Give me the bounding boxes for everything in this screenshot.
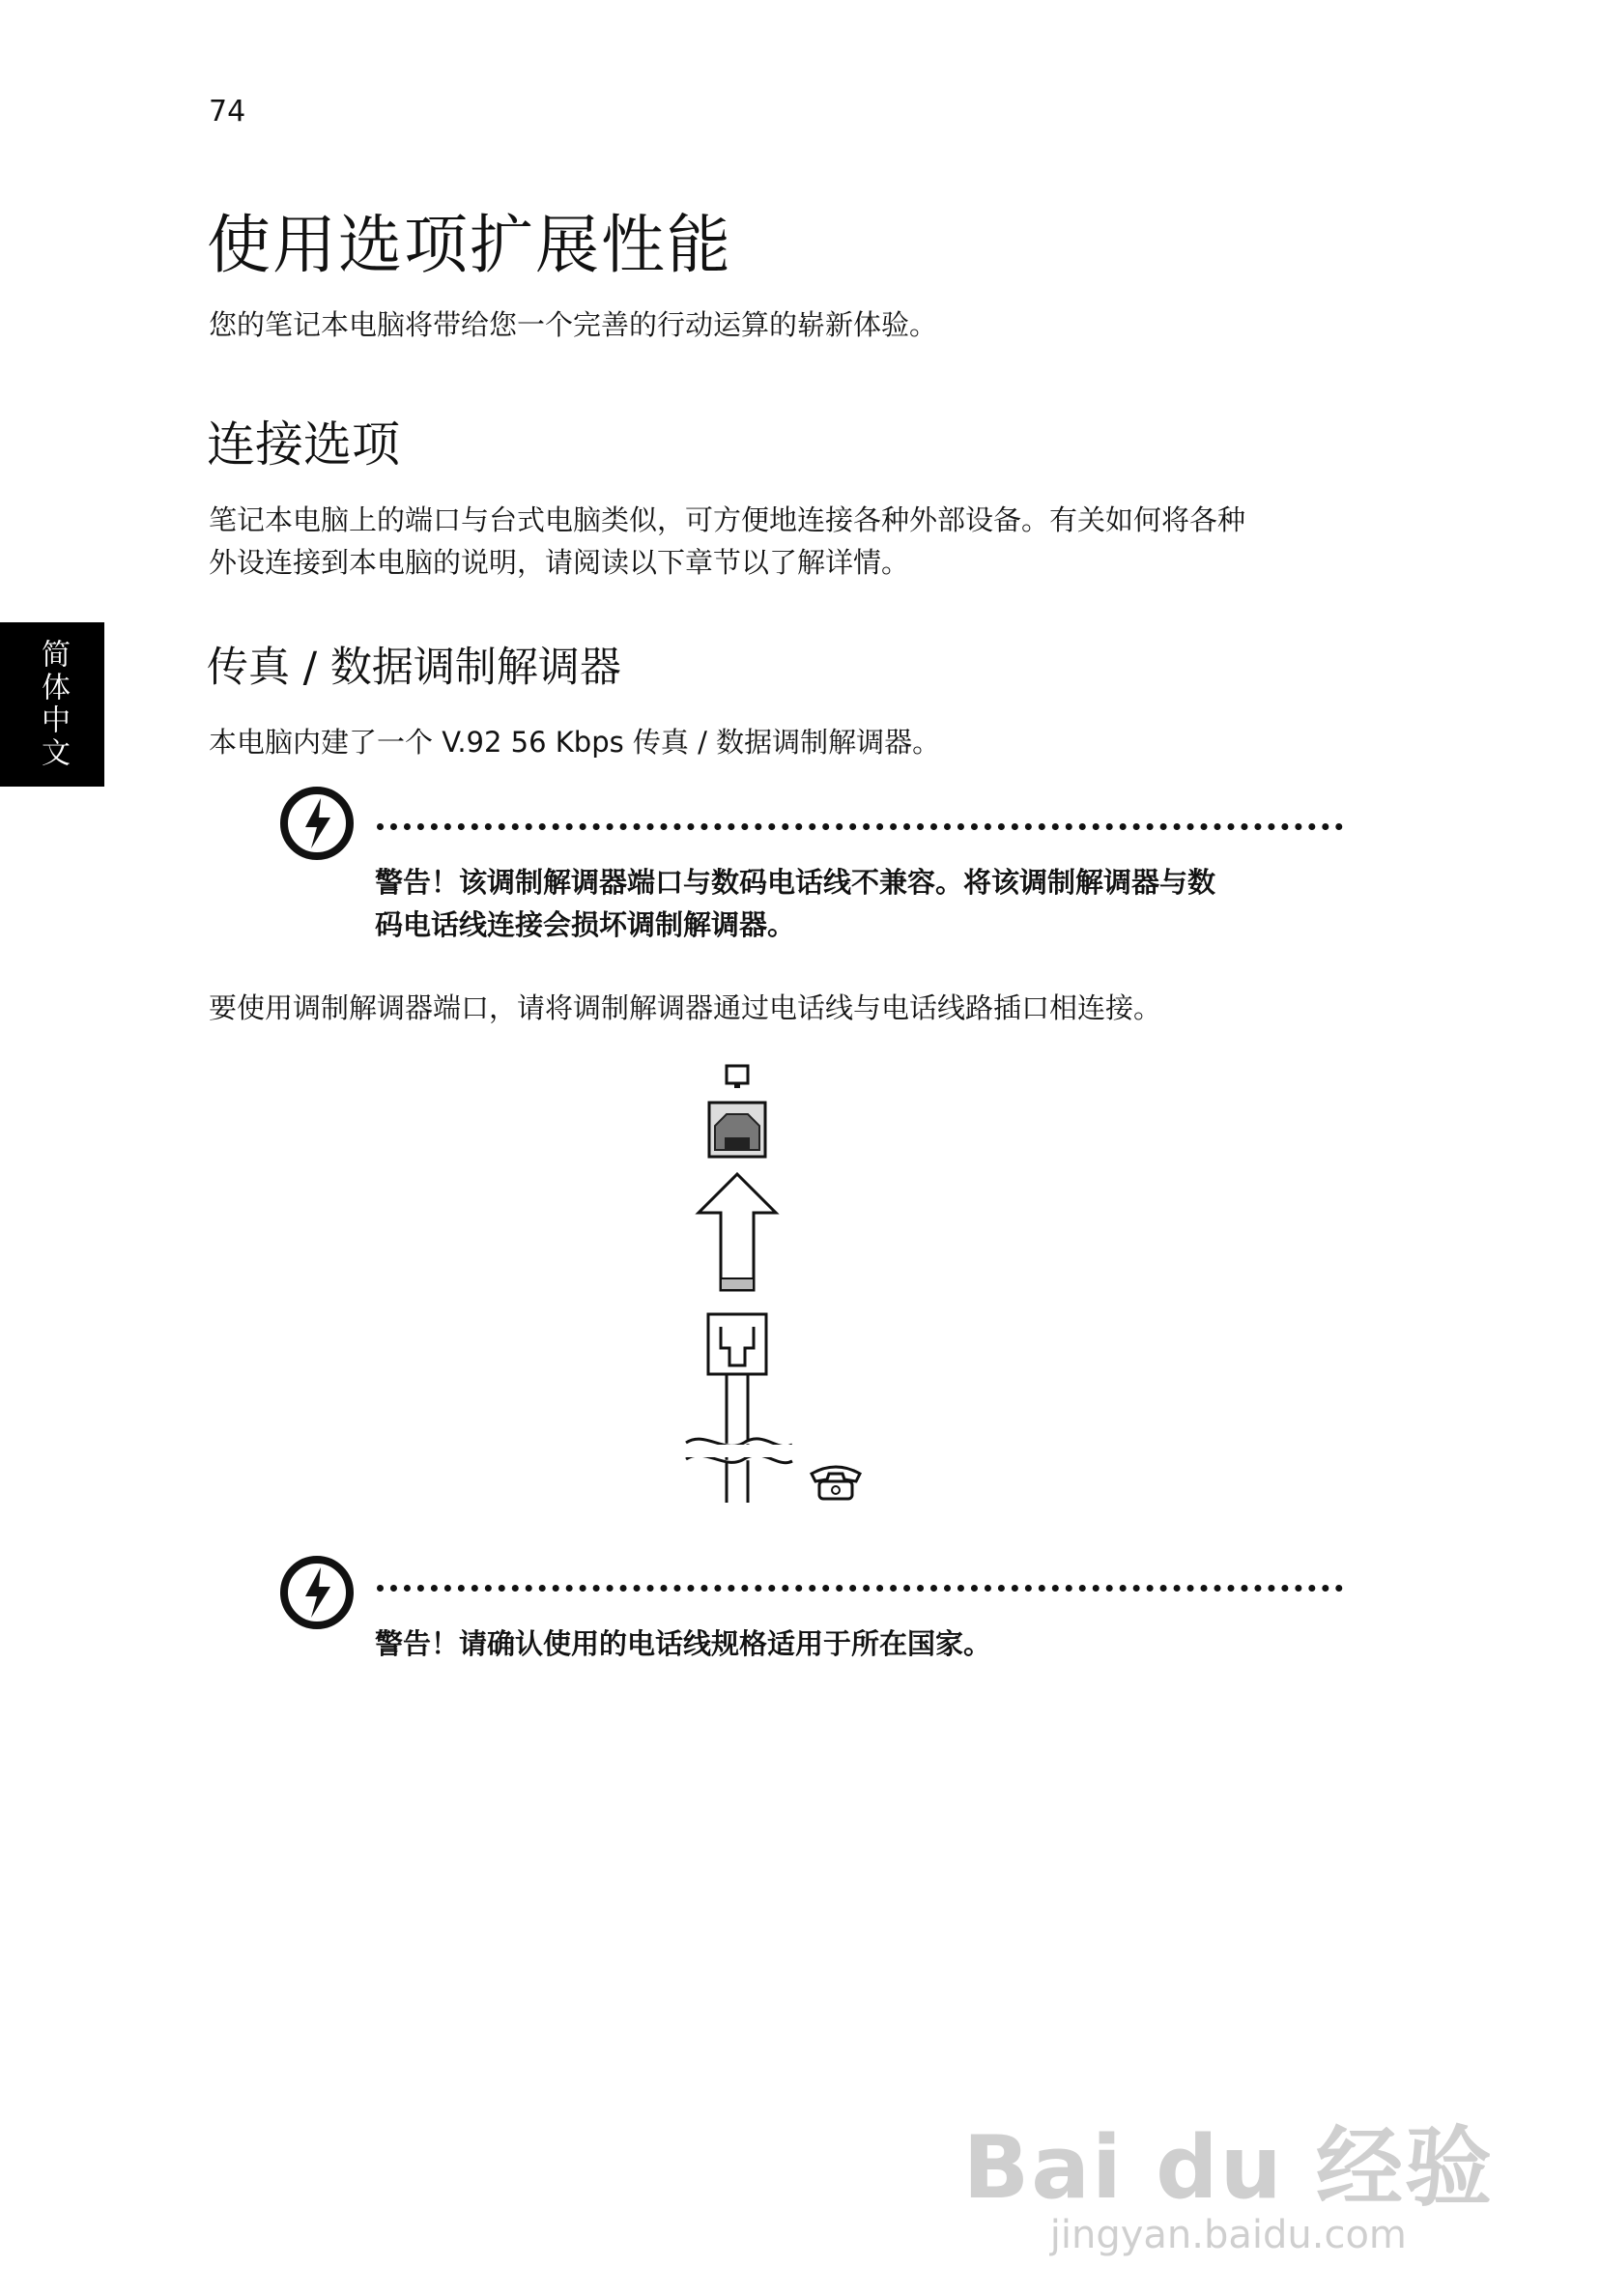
phone-cable	[684, 1374, 794, 1503]
connect-heading: 连接选项	[207, 416, 400, 473]
modem-connection-diagram	[676, 1058, 889, 1522]
watermark-url: jingyan.baidu.com	[1049, 2213, 1407, 2257]
warning-divider	[377, 1585, 1343, 1592]
warning-text-2: 警告！请确认使用的电话线规格适用于所在国家。	[375, 1627, 992, 1660]
warning-divider	[377, 823, 1343, 830]
modem-text: 本电脑内建了一个 V.92 56 Kbps 传真 / 数据调制解调器。	[209, 726, 941, 759]
warning-text-line-2: 码电话线连接会损坏调制解调器。	[375, 908, 796, 941]
warning-lightning-icon	[278, 1554, 356, 1631]
watermark-logo: Bai du 经验	[962, 2117, 1494, 2219]
intro-text: 您的笔记本电脑将带给您一个完善的行动运算的崭新体验。	[209, 308, 938, 341]
language-side-tab	[0, 622, 104, 787]
page-number: 74	[209, 95, 246, 129]
warning-text-line-1: 警告！该调制解调器端口与数码电话线不兼容。将该调制解调器与数	[375, 866, 1216, 899]
usage-text: 要使用调制解调器端口，请将调制解调器通过电话线与电话线路插口相连接。	[209, 991, 1162, 1024]
telephone-icon	[812, 1467, 860, 1499]
modem-port-icon	[727, 1066, 748, 1088]
connect-text-line-2: 外设连接到本电脑的说明，请阅读以下章节以了解详情。	[209, 546, 910, 579]
insert-arrow	[699, 1174, 776, 1290]
connect-text-line-1: 笔记本电脑上的端口与台式电脑类似，可方便地连接各种外部设备。有关如何将各种	[209, 503, 1246, 536]
warning-lightning-icon	[278, 785, 356, 862]
language-side-tab-label: 简体中文	[36, 639, 70, 770]
baidu-watermark	[963, 2097, 1494, 2257]
modem-heading: 传真 / 数据调制解调器	[207, 644, 621, 692]
rj11-jack	[709, 1103, 765, 1157]
rj11-plug	[708, 1314, 766, 1374]
page-title: 使用选项扩展性能	[207, 208, 732, 282]
